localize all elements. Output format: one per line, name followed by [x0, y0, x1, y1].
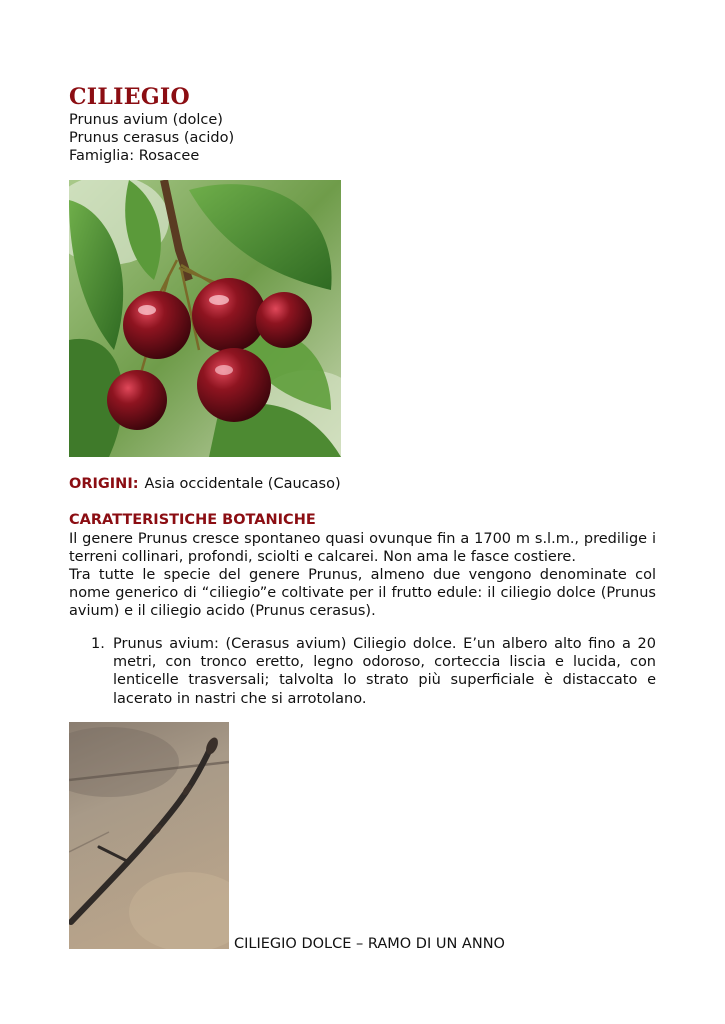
botanical-paragraph-2: Tra tutte le specie del genere Prunus, almeno due vengono denominate col nome generico di “ciliegio”e coltivate per il frutto edule: il ciliegio dolce (Prunus avium) e il ciliegio acido (Prunus cerasus).: [69, 567, 656, 620]
species-sweet: Prunus avium (dolce): [69, 112, 223, 128]
cherry-photo: [69, 180, 341, 457]
origins-line: [69, 476, 341, 492]
botanical-heading: CARATTERISTICHE BOTANICHE: [69, 512, 316, 528]
family-line: Famiglia: Rosacee: [69, 148, 200, 164]
list-item: [69, 635, 656, 708]
botanical-paragraph-1: Il genere Prunus cresce spontaneo quasi ovunque fin a 1700 m s.l.m., predilige i terreni collinari, profondi, sciolti e calcarei. Non ama le fasce costiere.: [69, 531, 656, 566]
list-text: Prunus avium: (Cerasus avium) Ciliegio dolce. E’un albero alto fino a 20 metri, con tronco eretto, legno odoroso, corteccia liscia e lucida, con lenticelle trasversali; talvolta lo strato più superficiale è distaccato e lacerato in nastri che si arrotolano.: [113, 636, 656, 707]
origins-value: Asia occidentale (Caucaso): [144, 476, 341, 492]
branch-caption: CILIEGIO DOLCE – RAMO DI UN ANNO: [234, 936, 505, 952]
list-number: 1.: [91, 636, 105, 652]
page-title: CILIEGIO: [69, 84, 190, 110]
species-sour: Prunus cerasus (acido): [69, 130, 235, 146]
branch-photo: [69, 722, 229, 949]
species-list: [69, 635, 656, 708]
origins-label: ORIGINI:: [69, 476, 139, 492]
